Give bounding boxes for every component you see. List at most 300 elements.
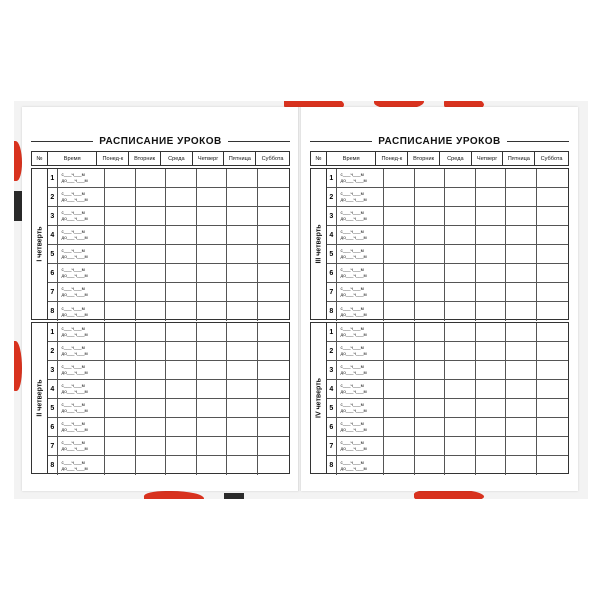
schedule-cell[interactable]	[258, 380, 289, 398]
lesson-time[interactable]: с___ч___м до___ч___м	[58, 226, 106, 244]
schedule-cell[interactable]	[136, 264, 166, 282]
schedule-cell[interactable]	[136, 169, 166, 187]
lesson-number: 3	[48, 361, 58, 379]
lesson-time[interactable]: с___ч___м до___ч___м	[337, 264, 385, 282]
schedule-cell[interactable]	[384, 418, 414, 436]
schedule-cell[interactable]	[197, 361, 227, 379]
schedule-cell[interactable]	[445, 188, 475, 206]
column-header: Понед-к	[97, 152, 129, 165]
lesson-number: 5	[327, 399, 337, 417]
schedule-cell[interactable]	[105, 245, 135, 263]
schedule-cell[interactable]	[415, 323, 445, 341]
schedule-cell[interactable]	[227, 380, 257, 398]
schedule-cell[interactable]	[166, 302, 196, 321]
lesson-time[interactable]: с___ч___м до___ч___м	[58, 418, 106, 436]
schedule-cell[interactable]	[258, 418, 289, 436]
lesson-time[interactable]: с___ч___м до___ч___м	[58, 456, 106, 475]
schedule-cell[interactable]	[105, 169, 135, 187]
schedule-cell[interactable]	[506, 361, 536, 379]
schedule-cell[interactable]	[197, 169, 227, 187]
schedule-cell[interactable]	[415, 207, 445, 225]
schedule-cell[interactable]	[384, 302, 414, 321]
quarter-label: III четверть	[315, 224, 322, 264]
lesson-number: 1	[48, 323, 58, 341]
schedule-cell[interactable]	[445, 380, 475, 398]
lesson-row	[327, 188, 568, 207]
lesson-time[interactable]: с___ч___м до___ч___м	[337, 361, 385, 379]
column-header: Вторник	[129, 152, 161, 165]
schedule-cell[interactable]	[445, 418, 475, 436]
lesson-row	[48, 342, 289, 361]
schedule-cell[interactable]	[166, 169, 196, 187]
quarter-block	[310, 168, 569, 320]
lesson-time[interactable]: с___ч___м до___ч___м	[58, 264, 106, 282]
schedule-cell[interactable]	[506, 302, 536, 321]
schedule-cell[interactable]	[258, 456, 289, 475]
schedule-cell[interactable]	[166, 245, 196, 263]
schedule-cell[interactable]	[537, 226, 568, 244]
lesson-row	[48, 361, 289, 380]
schedule-cell[interactable]	[384, 342, 414, 360]
schedule-cell[interactable]	[105, 226, 135, 244]
schedule-cell[interactable]	[258, 169, 289, 187]
lesson-number: 7	[327, 437, 337, 455]
schedule-cell[interactable]	[258, 283, 289, 301]
schedule-cell[interactable]	[476, 456, 506, 475]
schedule-cell[interactable]	[384, 283, 414, 301]
schedule-cell[interactable]	[197, 437, 227, 455]
schedule-cell[interactable]	[166, 188, 196, 206]
lesson-row	[327, 399, 568, 418]
lesson-row	[327, 418, 568, 437]
lesson-row	[48, 302, 289, 321]
schedule-cell[interactable]	[445, 323, 475, 341]
lesson-time[interactable]: с___ч___м до___ч___м	[337, 399, 385, 417]
schedule-cell[interactable]	[197, 399, 227, 417]
lesson-time[interactable]: с___ч___м до___ч___м	[337, 188, 385, 206]
schedule-cell[interactable]	[537, 188, 568, 206]
schedule-cell[interactable]	[384, 169, 414, 187]
schedule-cell[interactable]	[227, 302, 257, 321]
schedule-cell[interactable]	[166, 456, 196, 475]
lesson-time[interactable]: с___ч___м до___ч___м	[337, 207, 385, 225]
schedule-cell[interactable]	[476, 207, 506, 225]
schedule-cell[interactable]	[384, 456, 414, 475]
schedule-cell[interactable]	[476, 169, 506, 187]
lesson-number: 1	[48, 169, 58, 187]
lesson-time[interactable]: с___ч___м до___ч___м	[58, 380, 106, 398]
schedule-cell[interactable]	[415, 302, 445, 321]
column-header: Пятница	[224, 152, 256, 165]
schedule-cell[interactable]	[384, 207, 414, 225]
schedule-cell[interactable]	[415, 399, 445, 417]
schedule-cell[interactable]	[258, 361, 289, 379]
lesson-rows	[327, 323, 568, 473]
schedule-cell[interactable]	[537, 283, 568, 301]
lesson-number: 3	[327, 361, 337, 379]
schedule-cell[interactable]	[258, 302, 289, 321]
schedule-cell[interactable]	[136, 323, 166, 341]
column-header: Суббота	[540, 155, 563, 162]
quarter-block	[310, 322, 569, 474]
schedule-cell[interactable]	[415, 283, 445, 301]
lesson-time[interactable]: с___ч___м до___ч___м	[337, 245, 385, 263]
schedule-cell[interactable]	[506, 342, 536, 360]
schedule-cell[interactable]	[537, 245, 568, 263]
lesson-time[interactable]: с___ч___м до___ч___м	[337, 323, 385, 341]
schedule-cell[interactable]	[476, 361, 506, 379]
lesson-row	[327, 169, 568, 188]
lesson-rows	[48, 169, 289, 319]
lesson-row	[48, 207, 289, 226]
schedule-cell[interactable]	[258, 207, 289, 225]
column-header: Время	[327, 152, 377, 165]
schedule-cell[interactable]	[166, 380, 196, 398]
schedule-cell[interactable]	[445, 437, 475, 455]
schedule-cell[interactable]	[227, 437, 257, 455]
right-page	[301, 107, 578, 491]
schedule-cell[interactable]	[415, 188, 445, 206]
schedule-cell[interactable]	[197, 188, 227, 206]
lesson-row	[327, 380, 568, 399]
lesson-row	[327, 456, 568, 475]
lesson-row	[327, 342, 568, 361]
column-header: Четверг	[193, 152, 225, 165]
schedule-cell[interactable]	[105, 380, 135, 398]
schedule-cell[interactable]	[105, 418, 135, 436]
schedule-cell[interactable]	[227, 361, 257, 379]
schedule-cell[interactable]	[506, 264, 536, 282]
schedule-cell[interactable]	[476, 323, 506, 341]
schedule-cell[interactable]	[476, 302, 506, 321]
schedule-cell[interactable]	[537, 380, 568, 398]
schedule-cell[interactable]	[227, 456, 257, 475]
schedule-cell[interactable]	[197, 380, 227, 398]
schedule-cell[interactable]	[227, 207, 257, 225]
lesson-number: 2	[48, 188, 58, 206]
schedule-cell[interactable]	[384, 188, 414, 206]
schedule-cell[interactable]	[537, 418, 568, 436]
schedule-cell[interactable]	[415, 380, 445, 398]
schedule-cell[interactable]	[166, 342, 196, 360]
lesson-number: 4	[48, 380, 58, 398]
cover-pattern-red	[144, 491, 204, 499]
lesson-number: 5	[327, 245, 337, 263]
schedule-cell[interactable]	[136, 226, 166, 244]
schedule-cell[interactable]	[537, 302, 568, 321]
schedule-cell[interactable]	[506, 169, 536, 187]
schedule-cell[interactable]	[506, 283, 536, 301]
schedule-cell[interactable]	[258, 245, 289, 263]
lesson-number: 7	[327, 283, 337, 301]
schedule-cell[interactable]	[537, 437, 568, 455]
lesson-time[interactable]: с___ч___м до___ч___м	[337, 418, 385, 436]
schedule-cell[interactable]	[415, 456, 445, 475]
lesson-row	[48, 399, 289, 418]
schedule-cell[interactable]	[227, 264, 257, 282]
schedule-cell[interactable]	[197, 226, 227, 244]
schedule-cell[interactable]	[445, 245, 475, 263]
schedule-cell[interactable]	[227, 418, 257, 436]
schedule-cell[interactable]	[384, 245, 414, 263]
schedule-cell[interactable]	[415, 342, 445, 360]
lesson-row	[327, 361, 568, 380]
lesson-row	[327, 323, 568, 342]
quarter-block	[31, 168, 290, 320]
schedule-cell[interactable]	[166, 283, 196, 301]
schedule-cell[interactable]	[476, 264, 506, 282]
schedule-cell[interactable]	[166, 437, 196, 455]
schedule-cell[interactable]	[136, 399, 166, 417]
column-header: №	[311, 152, 327, 165]
schedule-cell[interactable]	[506, 437, 536, 455]
lesson-number: 2	[327, 188, 337, 206]
schedule-cell[interactable]	[476, 399, 506, 417]
page-title: РАСПИСАНИЕ УРОКОВ	[378, 135, 501, 147]
schedule-cell[interactable]	[537, 399, 568, 417]
schedule-cell[interactable]	[445, 207, 475, 225]
schedule-cell[interactable]	[415, 245, 445, 263]
schedule-cell[interactable]	[166, 323, 196, 341]
lesson-number: 1	[327, 323, 337, 341]
lesson-time[interactable]: с___ч___м до___ч___м	[337, 169, 385, 187]
schedule-cell[interactable]	[258, 399, 289, 417]
schedule-cell[interactable]	[506, 323, 536, 341]
lesson-number: 6	[327, 418, 337, 436]
schedule-cell[interactable]	[384, 264, 414, 282]
lesson-time[interactable]: с___ч___м до___ч___м	[337, 437, 385, 455]
lesson-time[interactable]: с___ч___м до___ч___м	[58, 169, 106, 187]
schedule-cell[interactable]	[476, 245, 506, 263]
schedule-cell[interactable]	[227, 323, 257, 341]
lesson-number: 8	[48, 302, 58, 321]
schedule-cell[interactable]	[445, 283, 475, 301]
lesson-time[interactable]: с___ч___м до___ч___м	[58, 437, 106, 455]
schedule-cell[interactable]	[197, 456, 227, 475]
schedule-cell[interactable]	[415, 226, 445, 244]
schedule-cell[interactable]	[537, 361, 568, 379]
schedule-cell[interactable]	[415, 169, 445, 187]
schedule-cell[interactable]	[445, 302, 475, 321]
schedule-cell[interactable]	[415, 437, 445, 455]
schedule-cell[interactable]	[136, 283, 166, 301]
schedule-cell[interactable]	[197, 342, 227, 360]
schedule-cell[interactable]	[136, 418, 166, 436]
lesson-time[interactable]: с___ч___м до___ч___м	[58, 323, 106, 341]
schedule-cell[interactable]	[197, 302, 227, 321]
schedule-cell[interactable]	[197, 418, 227, 436]
schedule-cell[interactable]	[476, 418, 506, 436]
schedule-cell[interactable]	[258, 188, 289, 206]
schedule-cell[interactable]	[166, 226, 196, 244]
cover-pattern-dark	[224, 493, 244, 499]
schedule-cell[interactable]	[415, 361, 445, 379]
lesson-number: 8	[48, 456, 58, 475]
lesson-number: 3	[327, 207, 337, 225]
schedule-cell[interactable]	[166, 207, 196, 225]
schedule-cell[interactable]	[227, 342, 257, 360]
lesson-time[interactable]: с___ч___м до___ч___м	[337, 456, 385, 475]
schedule-cell[interactable]	[105, 399, 135, 417]
schedule-cell[interactable]	[227, 245, 257, 263]
schedule-cell[interactable]	[445, 399, 475, 417]
schedule-cell[interactable]	[105, 188, 135, 206]
schedule-cell[interactable]	[384, 437, 414, 455]
lesson-row	[48, 169, 289, 188]
schedule-cell[interactable]	[476, 342, 506, 360]
column-header: Среда	[440, 152, 472, 165]
schedule-cell[interactable]	[136, 361, 166, 379]
schedule-cell[interactable]	[136, 302, 166, 321]
schedule-cell[interactable]	[105, 302, 135, 321]
lesson-time[interactable]: с___ч___м до___ч___м	[337, 380, 385, 398]
schedule-cell[interactable]	[136, 380, 166, 398]
schedule-cell[interactable]	[258, 226, 289, 244]
schedule-cell[interactable]	[537, 456, 568, 475]
lesson-time[interactable]: с___ч___м до___ч___м	[337, 226, 385, 244]
schedule-cell[interactable]	[166, 264, 196, 282]
lesson-time[interactable]: с___ч___м до___ч___м	[58, 188, 106, 206]
lesson-row	[48, 188, 289, 207]
schedule-cell[interactable]	[136, 437, 166, 455]
schedule-cell[interactable]	[537, 342, 568, 360]
lesson-time[interactable]: с___ч___м до___ч___м	[58, 399, 106, 417]
schedule-cell[interactable]	[415, 418, 445, 436]
left-title-row	[31, 134, 290, 148]
schedule-cell[interactable]	[476, 283, 506, 301]
schedule-cell[interactable]	[258, 437, 289, 455]
schedule-cell[interactable]	[537, 264, 568, 282]
schedule-cell[interactable]	[415, 264, 445, 282]
lesson-row	[327, 302, 568, 321]
lesson-time[interactable]: с___ч___м до___ч___м	[337, 283, 385, 301]
schedule-cell[interactable]	[166, 361, 196, 379]
lesson-number: 7	[48, 437, 58, 455]
schedule-cell[interactable]	[197, 264, 227, 282]
lesson-rows	[327, 169, 568, 319]
lesson-row	[48, 283, 289, 302]
lesson-time[interactable]: с___ч___м до___ч___м	[58, 302, 106, 321]
schedule-cell[interactable]	[197, 283, 227, 301]
schedule-cell[interactable]	[105, 456, 135, 475]
schedule-cell[interactable]	[136, 342, 166, 360]
lesson-number: 2	[327, 342, 337, 360]
schedule-cell[interactable]	[105, 437, 135, 455]
lesson-number: 2	[48, 342, 58, 360]
schedule-cell[interactable]	[136, 456, 166, 475]
schedule-cell[interactable]	[136, 188, 166, 206]
schedule-cell[interactable]	[105, 283, 135, 301]
schedule-cell[interactable]	[227, 188, 257, 206]
page-title: РАСПИСАНИЕ УРОКОВ	[99, 135, 222, 147]
schedule-cell[interactable]	[384, 399, 414, 417]
schedule-cell[interactable]	[445, 361, 475, 379]
schedule-cell[interactable]	[537, 323, 568, 341]
schedule-cell[interactable]	[445, 264, 475, 282]
schedule-cell[interactable]	[384, 323, 414, 341]
schedule-cell[interactable]	[384, 226, 414, 244]
cover-pattern-red	[14, 341, 22, 391]
lesson-row	[327, 264, 568, 283]
lesson-number: 6	[327, 264, 337, 282]
schedule-cell[interactable]	[166, 399, 196, 417]
schedule-cell[interactable]	[197, 245, 227, 263]
lesson-time[interactable]: с___ч___м до___ч___м	[58, 361, 106, 379]
schedule-cell[interactable]	[384, 361, 414, 379]
schedule-cell[interactable]	[105, 207, 135, 225]
lesson-time[interactable]: с___ч___м до___ч___м	[337, 342, 385, 360]
column-header: Суббота	[261, 155, 284, 162]
schedule-cell[interactable]	[197, 323, 227, 341]
column-header: Вторник	[408, 152, 440, 165]
schedule-cell[interactable]	[506, 399, 536, 417]
table-header	[31, 151, 290, 166]
schedule-cell[interactable]	[227, 399, 257, 417]
lesson-row	[48, 323, 289, 342]
lesson-time[interactable]: с___ч___м до___ч___м	[58, 283, 106, 301]
schedule-cell[interactable]	[227, 226, 257, 244]
schedule-cell[interactable]	[537, 169, 568, 187]
schedule-cell[interactable]	[227, 283, 257, 301]
column-header: Понед-к	[376, 152, 408, 165]
lesson-number: 6	[48, 418, 58, 436]
lesson-time[interactable]: с___ч___м до___ч___м	[58, 342, 106, 360]
schedule-cell[interactable]	[445, 226, 475, 244]
schedule-cell[interactable]	[258, 323, 289, 341]
lesson-time[interactable]: с___ч___м до___ч___м	[58, 245, 106, 263]
lesson-time[interactable]: с___ч___м до___ч___м	[337, 302, 385, 321]
schedule-cell[interactable]	[445, 342, 475, 360]
lesson-row	[327, 437, 568, 456]
schedule-cell[interactable]	[506, 188, 536, 206]
quarter-label: IV четверть	[315, 378, 322, 418]
lesson-number: 4	[327, 380, 337, 398]
schedule-cell[interactable]	[476, 226, 506, 244]
schedule-cell[interactable]	[506, 456, 536, 475]
lesson-time[interactable]: с___ч___м до___ч___м	[58, 207, 106, 225]
schedule-cell[interactable]	[506, 380, 536, 398]
schedule-cell[interactable]	[136, 245, 166, 263]
schedule-cell[interactable]	[506, 226, 536, 244]
schedule-cell[interactable]	[105, 361, 135, 379]
schedule-cell[interactable]	[506, 245, 536, 263]
lesson-row	[48, 226, 289, 245]
schedule-cell[interactable]	[258, 264, 289, 282]
lesson-row	[327, 226, 568, 245]
schedule-cell[interactable]	[445, 169, 475, 187]
column-header: Время	[48, 152, 98, 165]
schedule-cell[interactable]	[476, 380, 506, 398]
schedule-cell[interactable]	[506, 207, 536, 225]
schedule-cell[interactable]	[105, 264, 135, 282]
schedule-cell[interactable]	[197, 207, 227, 225]
schedule-cell[interactable]	[445, 456, 475, 475]
schedule-cell[interactable]	[227, 169, 257, 187]
lesson-row	[48, 456, 289, 475]
schedule-cell[interactable]	[476, 437, 506, 455]
schedule-cell[interactable]	[105, 342, 135, 360]
schedule-cell[interactable]	[506, 418, 536, 436]
schedule-cell[interactable]	[258, 342, 289, 360]
schedule-cell[interactable]	[166, 418, 196, 436]
schedule-cell[interactable]	[476, 188, 506, 206]
lesson-row	[48, 418, 289, 437]
column-header: Среда	[161, 152, 193, 165]
schedule-cell[interactable]	[105, 323, 135, 341]
schedule-cell[interactable]	[384, 380, 414, 398]
schedule-cell[interactable]	[136, 207, 166, 225]
schedule-cell[interactable]	[537, 207, 568, 225]
